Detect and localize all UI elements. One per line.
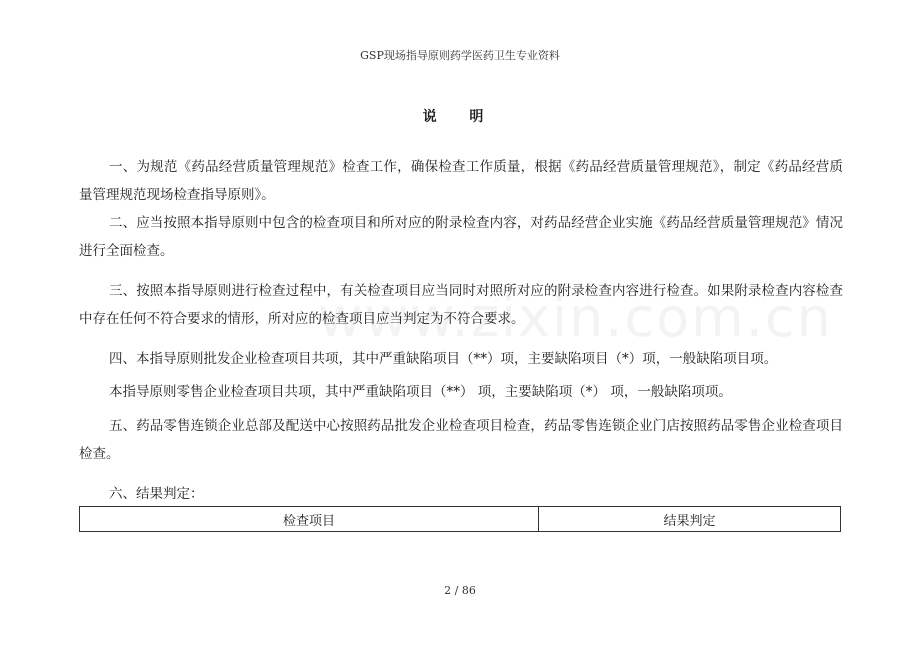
page-title: 说 明 — [422, 109, 498, 125]
paragraph-4: 四、本指导原则批发企业检查项目共项，其中严重缺陷项目（**）项，主要缺陷项目（*）项，一般缺陷项目项。 — [109, 351, 778, 367]
table-header-item: 检查项目 — [80, 507, 539, 531]
result-table — [79, 506, 841, 532]
paragraph-2: 二、应当按照本指导原则中包含的检查项目和所对应的附录检查内容，对药品经营企业实施《药品经营质量管理规范》情况进行全面检查。 — [79, 215, 843, 259]
table-header-judgement: 结果判定 — [663, 513, 716, 529]
page-header: GSP现场指导原则药学医药卫生专业资料 — [360, 49, 560, 62]
paragraph-6: 五、药品零售连锁企业总部及配送中心按照药品批发企业检查项目检查，药品零售连锁企业门店按照药品零售企业检查项目检查。 — [79, 418, 843, 462]
page-number: 2 / 86 — [444, 584, 476, 597]
paragraph-5: 本指导原则零售企业检查项目共项，其中严重缺陷项目（**） 项，主要缺陷项（*） 项，一般缺陷项项。 — [109, 384, 732, 400]
paragraph-3: 三、按照本指导原则进行检查过程中，有关检查项目应当同时对照所对应的附录检查内容进行检查。如果附录检查内容检查中存在任何不符合要求的情形，所对应的检查项目应当判定为不符合要求。 — [79, 283, 843, 327]
paragraph-1: 一、为规范《药品经营质量管理规范》检查工作，确保检查工作质量，根据《药品经营质量管理规范》，制定《药品经营质量管理规范现场检查指导原则》。 — [79, 159, 843, 203]
paragraph-7: 六、结果判定： — [109, 486, 204, 502]
